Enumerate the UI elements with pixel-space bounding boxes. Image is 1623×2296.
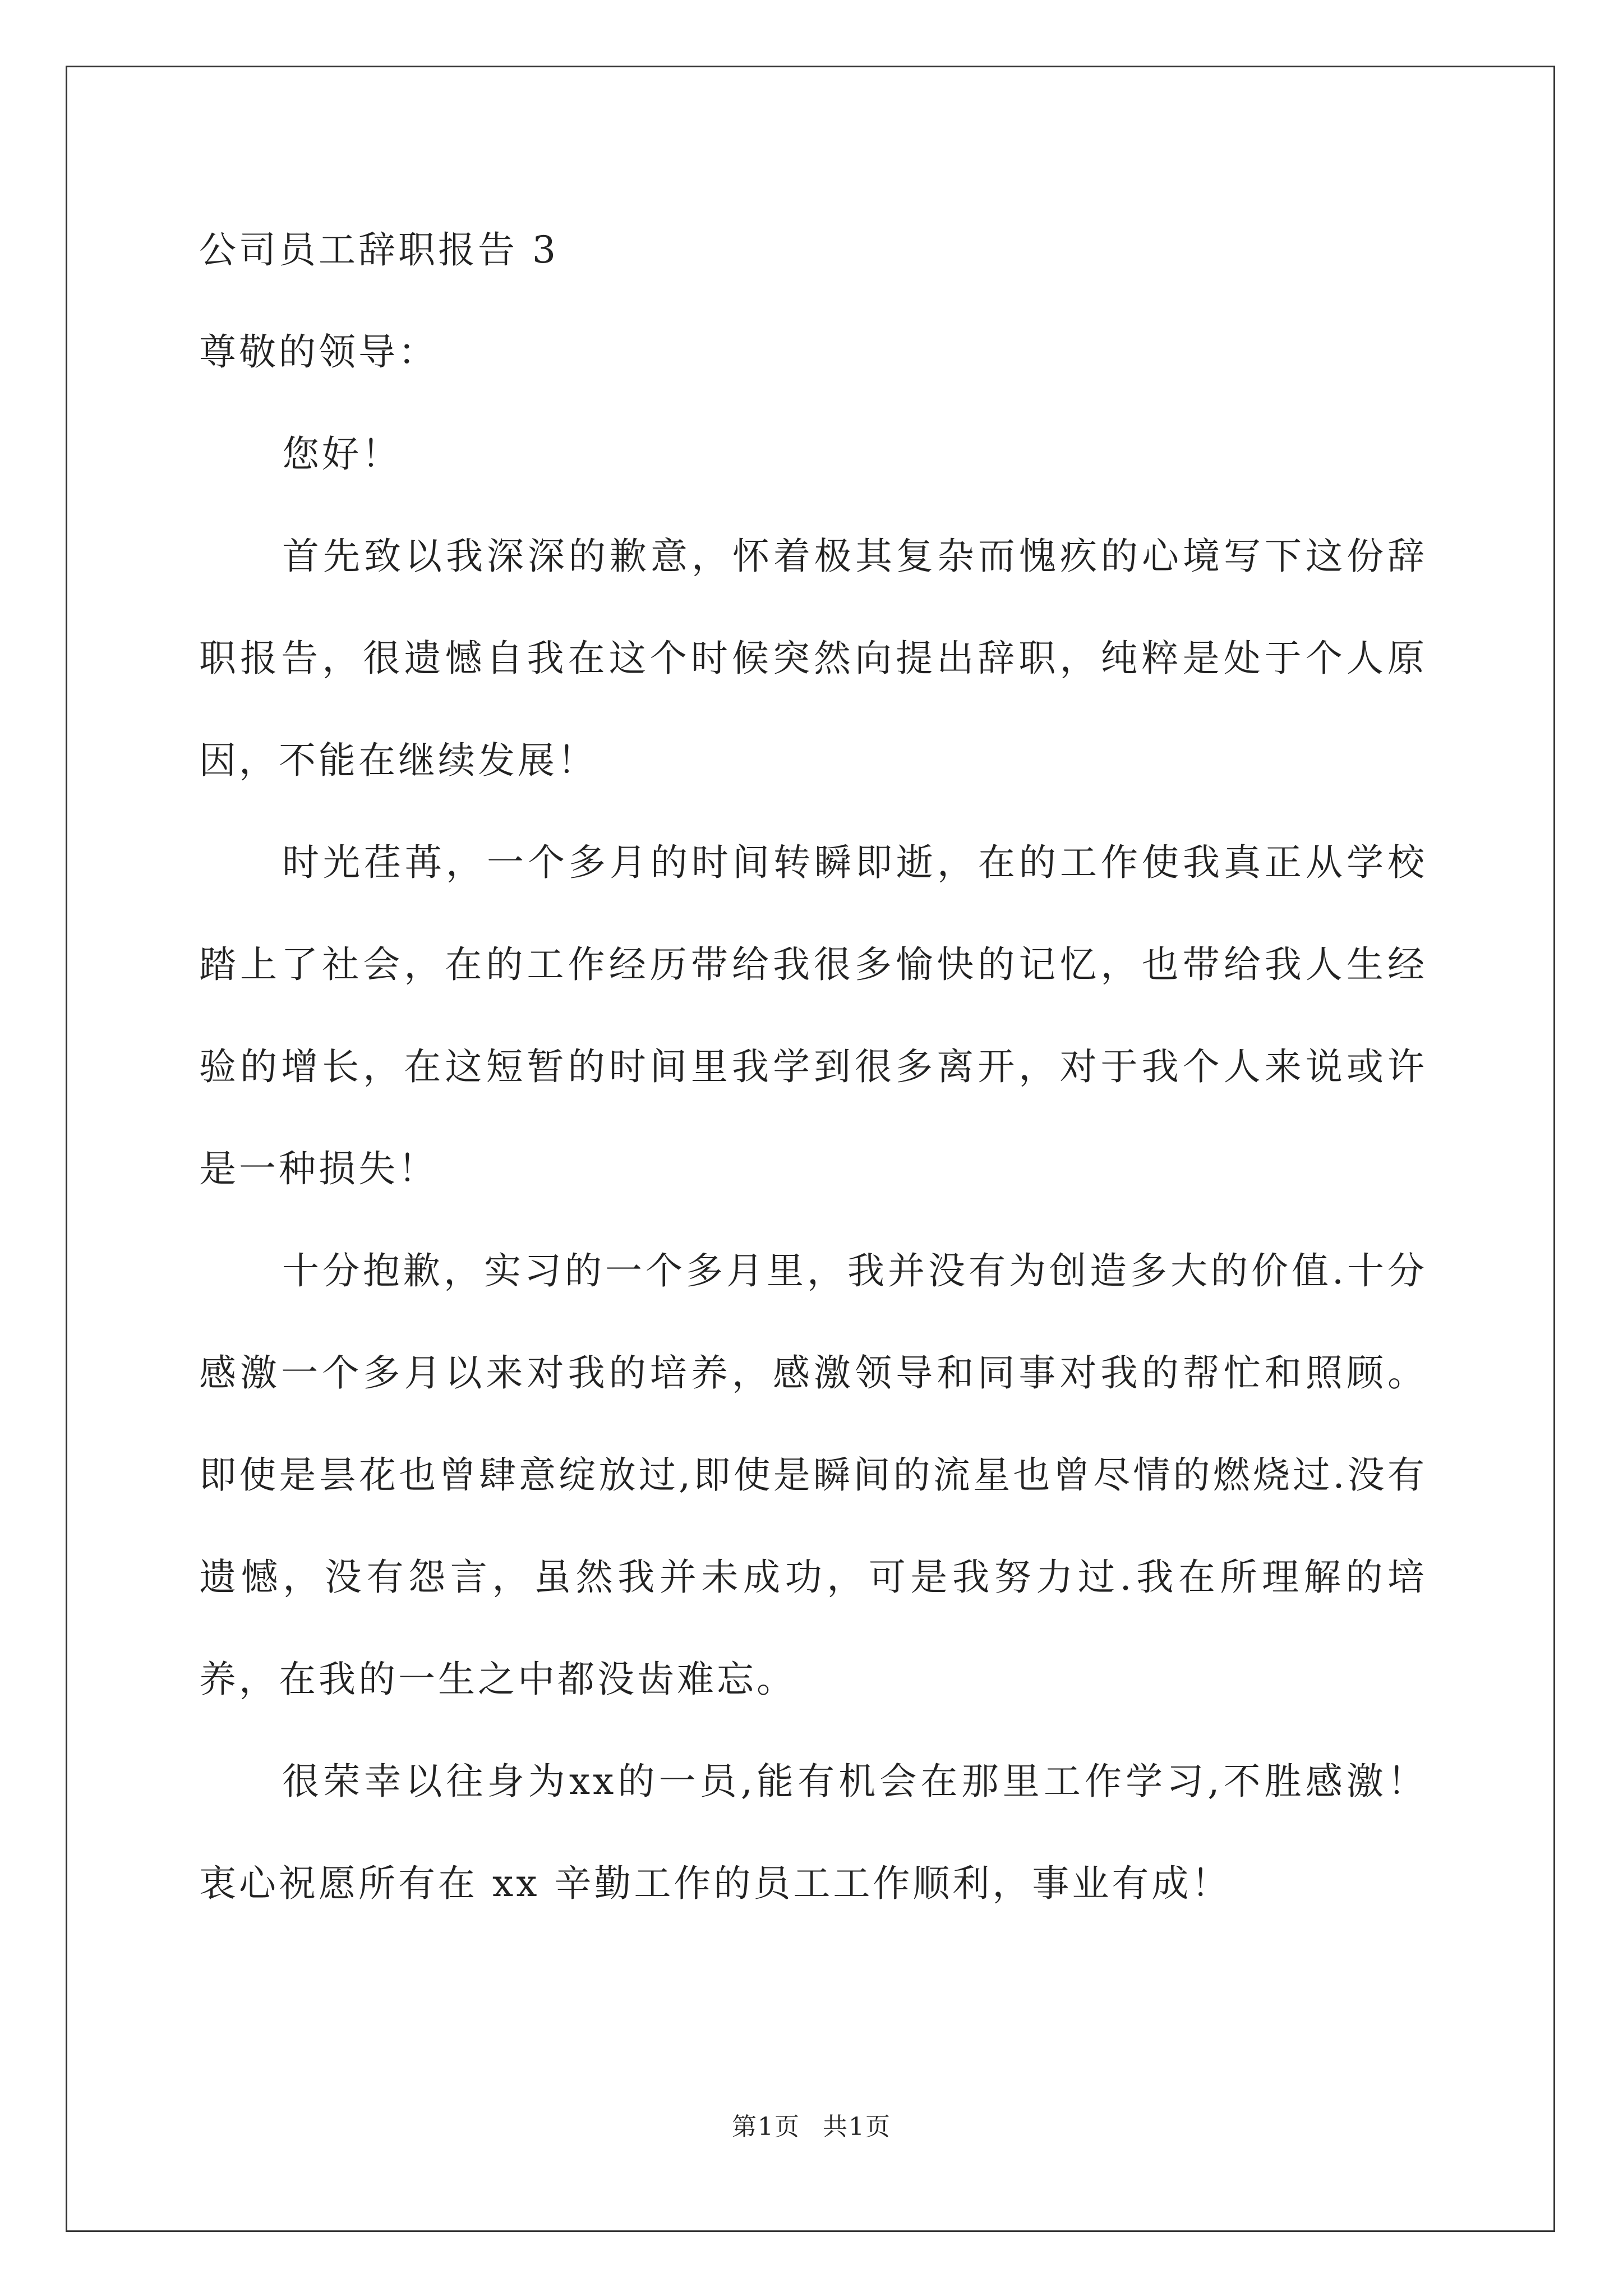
paragraph-3: 十分抱歉，实习的一个多月里，我并没有为创造多大的价值.十分感激一个多月以来对我的培养，感激领导和同事对我的帮忙和照顾。即使是昙花也曾肆意绽放过,即使是瞬间的流星也曾尽情的燃烧过.没有遗憾，没有怨言，虽然我并未成功，可是我努力过.我在所理解的培养，在我的一生之中都没齿难忘。 — [199, 1249, 1427, 1701]
paragraph-1: 首先致以我深深的歉意，怀着极其复杂而愧疚的心境写下这份辞职报告，很遗憾自我在这个时候突然向提出辞职，纯粹是处于个人原因，不能在继续发展！ — [199, 535, 1427, 782]
page-number: 第1页 — [732, 2113, 800, 2141]
salutation: 尊敬的领导： — [199, 330, 438, 374]
document-body — [199, 199, 1427, 1935]
page-footer — [0, 2106, 1623, 2142]
paragraph-2: 时光荏苒，一个多月的时间转瞬即逝，在的工作使我真正从学校踏上了社会，在的工作经历带给我很多愉快的记忆，也带给我人生经验的增长，在这短暂的时间里我学到很多离开，对于我个人来说或许是一种损失！ — [199, 841, 1427, 1190]
paragraph-4: 很荣幸以往身为xx的一员,能有机会在那里工作学习,不胜感激！衷心祝愿所有在 xx 辛勤工作的员工工作顺利，事业有成！ — [199, 1760, 1427, 1905]
greeting: 您好！ — [282, 432, 402, 476]
page-total: 共1页 — [823, 2113, 891, 2141]
document-title: 公司员工辞职报告 3 — [199, 228, 559, 272]
